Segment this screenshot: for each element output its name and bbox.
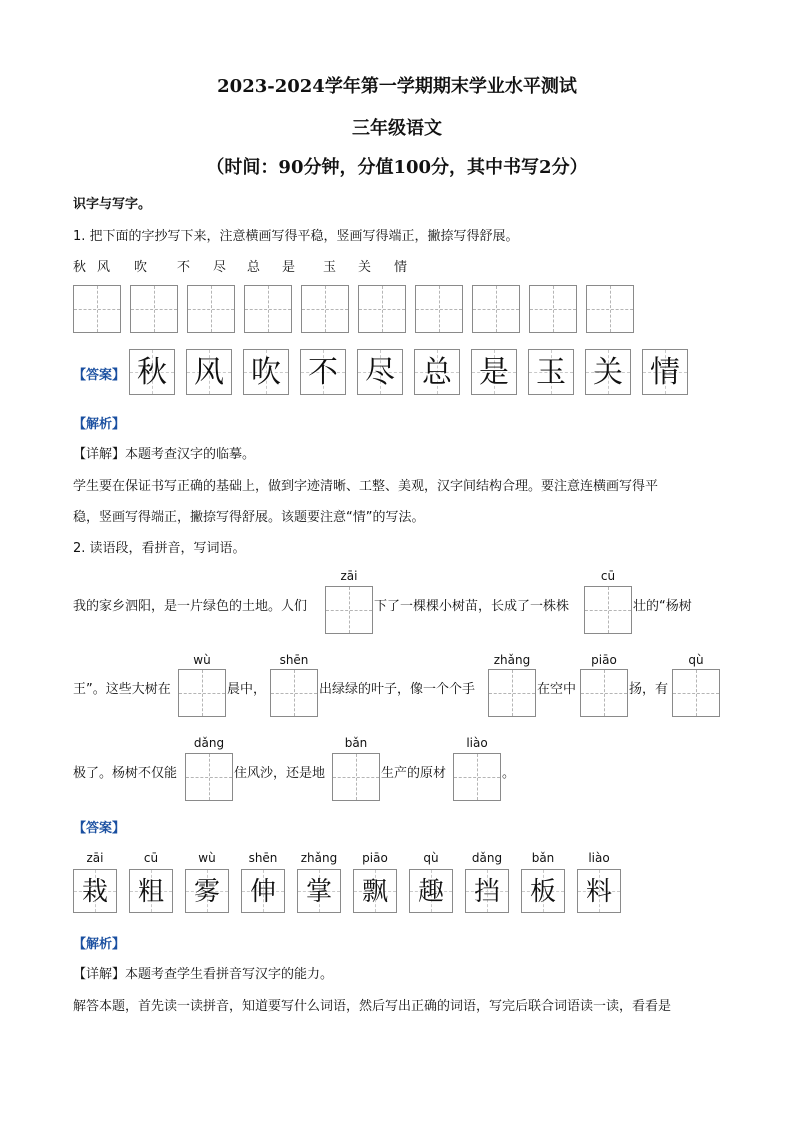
answer-pinyin: zhǎng [300, 851, 338, 865]
q1-char: 总 [247, 260, 261, 275]
q2-text-segment: 。 [502, 766, 516, 781]
q1-char: 秋 [73, 260, 87, 275]
pinyin-label: zāi [340, 569, 358, 583]
answer-char-box: 是 [471, 349, 517, 395]
q2-text-segment: 王”。这些大树在 [73, 682, 171, 697]
answer-char-box: 玉 [528, 349, 574, 395]
exam-time-info: （时间：90分钟，分值100分，其中书写2分） [206, 157, 588, 178]
pinyin-blank-box[interactable] [584, 586, 632, 634]
pinyin-label: cū [600, 569, 616, 583]
answer-char-box: 伸 [241, 869, 285, 913]
pinyin-blank-box[interactable] [185, 753, 233, 801]
answer-char-box: 雾 [185, 869, 229, 913]
q2-text-segment: 住风沙，还是地 [234, 766, 326, 781]
writing-grid-box[interactable] [529, 285, 577, 333]
answer-char-box: 趣 [409, 869, 453, 913]
q1-detail-text: 本题考查汉字的临摹。 [125, 447, 256, 462]
answer-char-box: 关 [585, 349, 631, 395]
writing-grid-box[interactable] [586, 285, 634, 333]
answer-char-box: 总 [414, 349, 460, 395]
answer-pinyin: zāi [86, 851, 104, 865]
answer-char-box: 粗 [129, 869, 173, 913]
q1-char: 尽 [213, 260, 227, 275]
answer-pinyin: liào [588, 851, 610, 865]
answer-char-box: 板 [521, 869, 565, 913]
writing-grid-box[interactable] [73, 285, 121, 333]
pinyin-blank-box[interactable] [178, 669, 226, 717]
q1-answer-tag: 【答案】 [73, 368, 126, 383]
q1-char: 风 [97, 260, 111, 275]
q1-prompt: 1. 把下面的字抄写下来，注意横画写得平稳，竖画写得端正，撇捺写得舒展。 [73, 229, 519, 244]
answer-char-box: 掌 [297, 869, 341, 913]
q1-char: 是 [282, 260, 296, 275]
q2-answer-tag: 【答案】 [73, 821, 126, 836]
q1-explain-line2: 稳，竖画写得端正，撇捺写得舒展。该题要注意“情”的写法。 [73, 510, 425, 525]
pinyin-blank-box[interactable] [580, 669, 628, 717]
answer-char-box: 不 [300, 349, 346, 395]
q2-text-segment: 极了。杨树不仅能 [73, 766, 178, 781]
writing-grid-box[interactable] [472, 285, 520, 333]
exam-title: 2023-2024学年第一学期期末学业水平测试 [217, 76, 577, 97]
section-heading: 识字与写字。 [73, 197, 152, 212]
pinyin-label: dǎng [193, 736, 225, 750]
writing-grid-box[interactable] [130, 285, 178, 333]
answer-pinyin: qù [423, 851, 439, 865]
answer-pinyin: wù [198, 851, 216, 865]
q1-char: 关 [358, 260, 372, 275]
pinyin-blank-box[interactable] [270, 669, 318, 717]
q1-detail-tag: 【详解】 [73, 447, 126, 462]
pinyin-blank-box[interactable] [488, 669, 536, 717]
q1-analysis-tag: 【解析】 [73, 417, 126, 432]
q2-text-segment: 生产的原材 [381, 766, 447, 781]
answer-char-box: 秋 [129, 349, 175, 395]
q2-prompt: 2. 读语段，看拼音，写词语。 [73, 541, 246, 556]
answer-pinyin: shēn [248, 851, 278, 865]
q2-analysis-tag: 【解析】 [73, 937, 126, 952]
q1-explain-line1: 学生要在保证书写正确的基础上，做到字迹清晰、工整、美观，汉字间结构合理。要注意连横画写得平 [73, 479, 659, 494]
answer-pinyin: dǎng [471, 851, 503, 865]
q1-char: 吹 [134, 260, 148, 275]
pinyin-label: bǎn [344, 736, 368, 750]
q2-detail [73, 963, 333, 982]
answer-char-box: 吹 [243, 349, 289, 395]
writing-grid-box[interactable] [187, 285, 235, 333]
writing-grid-box[interactable] [358, 285, 406, 333]
q2-text-segment: 晨中， [227, 682, 267, 697]
pinyin-label: wù [193, 653, 211, 667]
q2-text-segment: 下了一棵棵小树苗，长成了一株株 [374, 599, 570, 614]
pinyin-blank-box[interactable] [672, 669, 720, 717]
q2-detail-tag: 【详解】 [73, 967, 126, 982]
q1-char: 玉 [323, 260, 337, 275]
answer-char-box: 挡 [465, 869, 509, 913]
answer-char-box: 情 [642, 349, 688, 395]
answer-char-box: 风 [186, 349, 232, 395]
q2-explain-line1: 解答本题，首先读一读拼音，知道要写什么词语，然后写出正确的词语，写完后联合词语读一读，看看是 [73, 999, 672, 1014]
pinyin-blank-box[interactable] [453, 753, 501, 801]
pinyin-blank-box[interactable] [325, 586, 373, 634]
q1-char: 情 [394, 260, 408, 275]
writing-grid-box[interactable] [301, 285, 349, 333]
pinyin-blank-box[interactable] [332, 753, 380, 801]
exam-subtitle: 三年级语文 [352, 118, 442, 139]
writing-grid-box[interactable] [415, 285, 463, 333]
q2-text-segment: 出绿绿的叶子，像一个个手 [319, 682, 476, 697]
q2-text-segment: 我的家乡泗阳，是一片绿色的土地。人们 [73, 599, 308, 614]
answer-char-box: 栽 [73, 869, 117, 913]
pinyin-label: piāo [591, 653, 617, 667]
q2-detail-text: 本题考查学生看拼音写汉字的能力。 [125, 967, 334, 982]
q1-char: 不 [177, 260, 191, 275]
answer-char-box: 尽 [357, 349, 403, 395]
pinyin-label: qù [688, 653, 704, 667]
q1-detail [73, 443, 255, 462]
pinyin-label: shēn [279, 653, 309, 667]
pinyin-label: liào [466, 736, 488, 750]
q2-text-segment: 在空中 [537, 682, 577, 697]
q2-text-segment: 壮的“杨树 [633, 599, 692, 614]
answer-pinyin: cū [143, 851, 159, 865]
answer-char-box: 飘 [353, 869, 397, 913]
answer-pinyin: piāo [362, 851, 388, 865]
answer-char-box: 料 [577, 869, 621, 913]
answer-pinyin: bǎn [531, 851, 555, 865]
writing-grid-box[interactable] [244, 285, 292, 333]
q2-text-segment: 扬，有 [629, 682, 669, 697]
pinyin-label: zhǎng [493, 653, 531, 667]
